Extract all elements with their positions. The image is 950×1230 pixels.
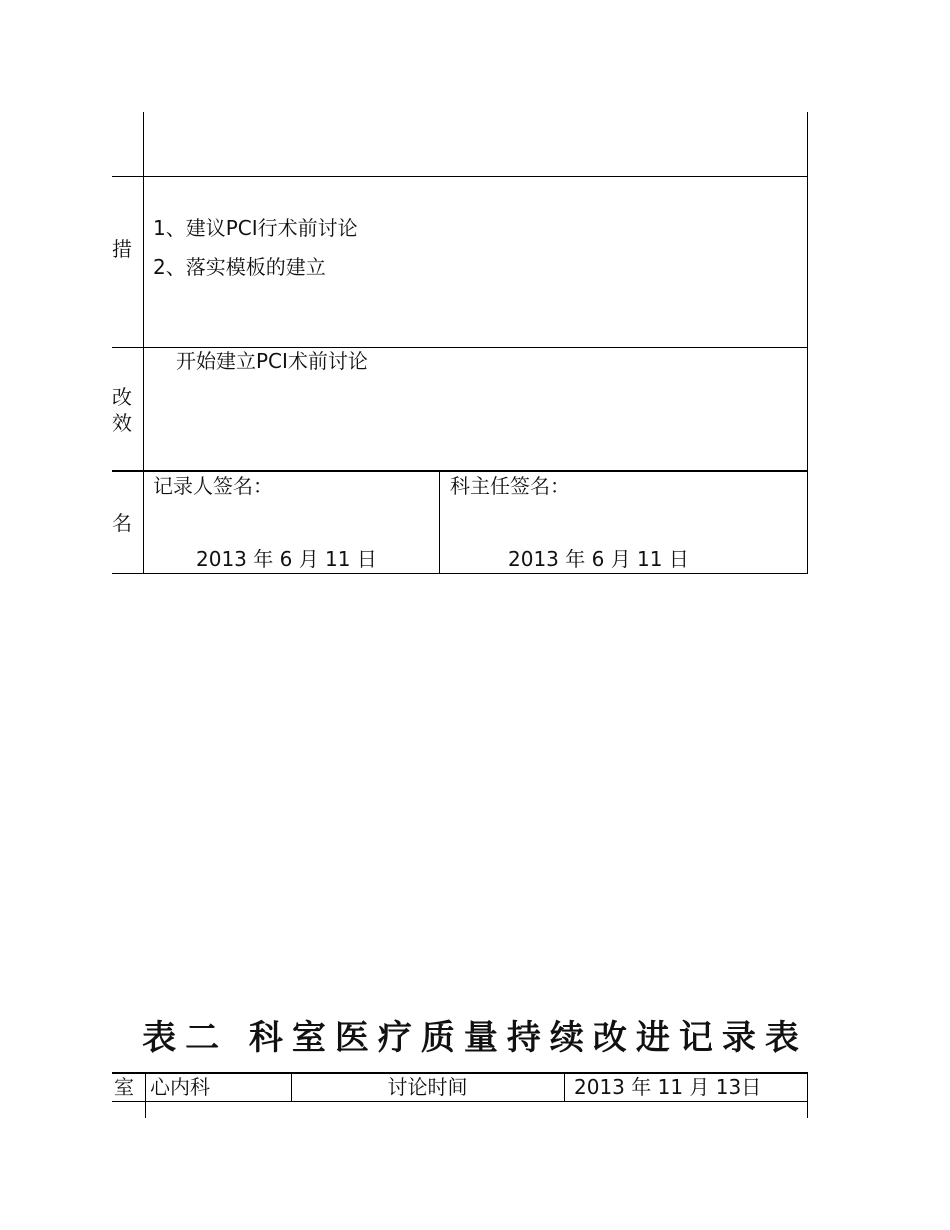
department-label: 室 xyxy=(114,1075,134,1099)
effect-text: 开始建立PCI术前讨论 xyxy=(176,349,368,373)
table2-row-divider-1 xyxy=(112,1101,808,1102)
table1-row-divider-2 xyxy=(112,347,808,348)
recorder-signature-date: 2013 年 6 月 11 日 xyxy=(196,547,377,571)
director-signature-date: 2013 年 6 月 11 日 xyxy=(508,547,689,571)
director-signature-label: 科主任签名： xyxy=(450,474,570,498)
table2-right-border xyxy=(807,1072,808,1118)
table2-col-divider-1 xyxy=(145,1072,146,1118)
table2-title: 表二 科室医疗质量持续改进记录表 xyxy=(142,1018,808,1058)
table1-row-divider-3 xyxy=(112,470,808,472)
table2-col-divider-3 xyxy=(564,1072,565,1102)
measures-item-1: 1、建议PCI行术前讨论 xyxy=(153,216,358,240)
signature-row-label: 名 xyxy=(112,511,132,535)
recorder-signature-label: 记录人签名： xyxy=(153,474,273,498)
table1-bottom-border xyxy=(112,573,808,574)
discussion-time-value: 2013 年 11 月 13日 xyxy=(574,1075,762,1099)
table1-inner-left-border xyxy=(143,112,144,573)
table2-top-border xyxy=(112,1072,808,1074)
table1-right-border xyxy=(807,112,808,573)
department-value: 心内科 xyxy=(150,1075,210,1099)
table1-signature-divider xyxy=(439,471,440,573)
effect-row-label-line-2: 效 xyxy=(112,411,132,435)
table1-row-divider-1 xyxy=(112,176,808,177)
measures-item-2: 2、落实模板的建立 xyxy=(153,255,326,279)
measures-row-label: 措 xyxy=(112,237,132,261)
effect-row-label-line-1: 改 xyxy=(112,385,132,409)
discussion-time-label: 讨论时间 xyxy=(387,1075,468,1099)
